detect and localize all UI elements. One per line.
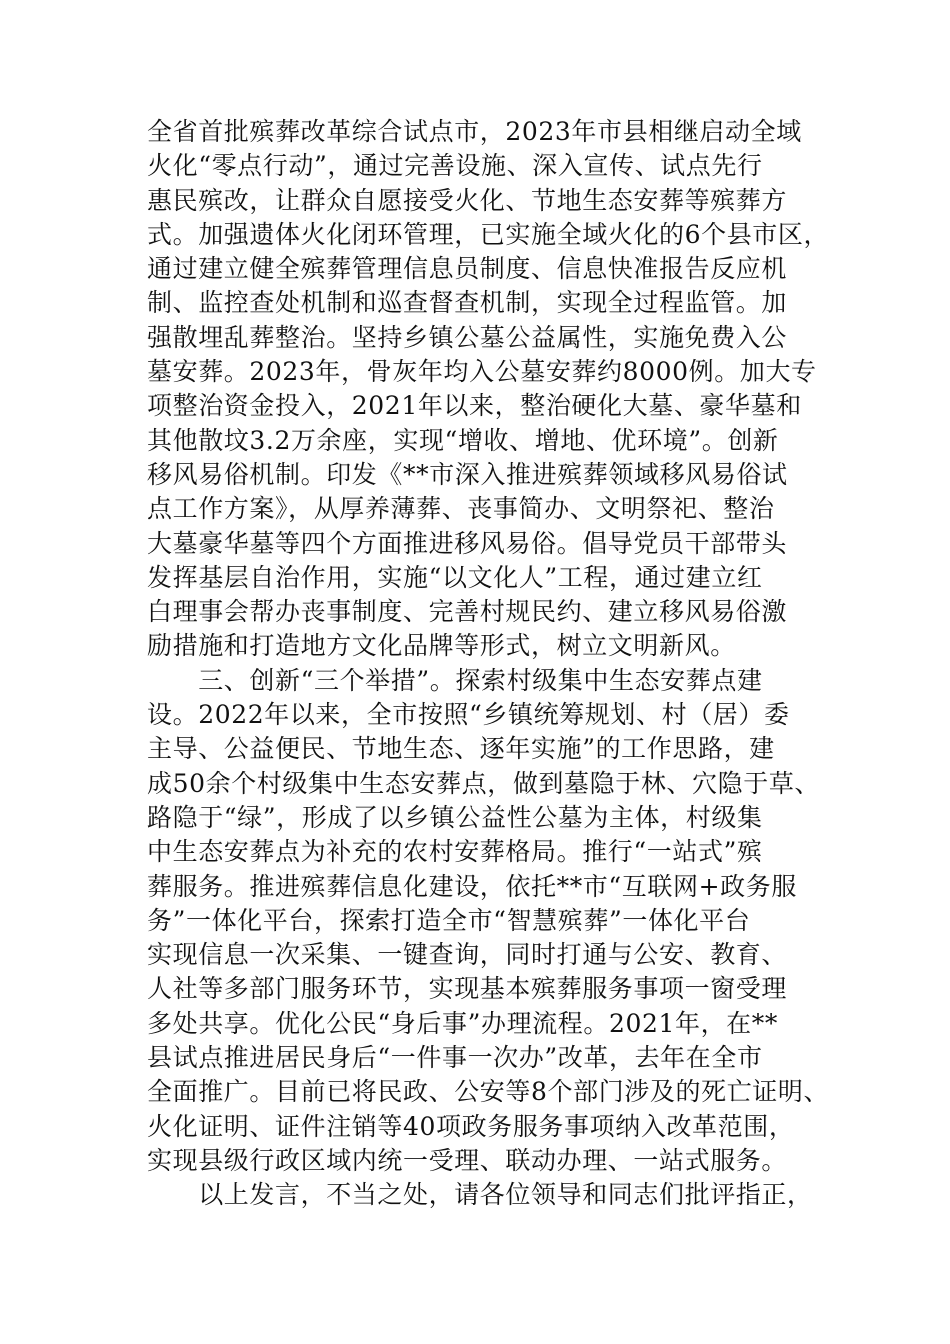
text-line: 项整治资金投入，2021年以来，整治硬化大墓、豪华墓和 xyxy=(147,391,802,421)
text-line: 惠民殡改，让群众自愿接受火化、节地生态安葬等殡葬方 xyxy=(147,185,788,215)
text-line: 墓安葬。2023年，骨灰年均入公墓安葬约8000例。加大专 xyxy=(147,357,817,387)
text-line: 移风易俗机制。印发《**市深入推进殡葬领域移风易俗试 xyxy=(147,459,788,489)
text-line: 县试点推进居民身后“一件事一次办”改革，去年在全市 xyxy=(147,1043,763,1073)
text-line: 人社等多部门服务环节，实现基本殡葬服务事项一窗受理 xyxy=(147,974,788,1004)
text-line: 葬服务。推进殡葬信息化建设，依托**市“互联网+政务服 xyxy=(147,871,797,901)
text-line: 通过建立健全殡葬管理信息员制度、信息快准报告反应机 xyxy=(147,254,788,284)
text-line: 其他散坟3.2万余座，实现“增收、增地、优环境”。创新 xyxy=(147,425,779,455)
text-line: 多处共享。优化公民“身后事”办理流程。2021年，在** xyxy=(147,1008,778,1038)
text-line: 成50余个村级集中生态安葬点，做到墓隐于林、穴隐于草、 xyxy=(147,768,821,798)
text-line: 点工作方案》，从厚养薄葬、丧事简办、文明祭祀、整治 xyxy=(147,494,775,524)
text-line: 以上发言，不当之处，请各位领导和同志们批评指正， xyxy=(147,1180,813,1210)
text-line: 全省首批殡葬改革综合试点市，2023年市县相继启动全域 xyxy=(147,117,802,146)
text-line: 设。2022年以来，全市按照“乡镇统筹规划、村（居）委 xyxy=(147,700,790,730)
text-line: 实现县级行政区域内统一受理、联动办理、一站式服务。 xyxy=(147,1145,788,1175)
text-line: 制、监控查处机制和巡查督查机制，实现全过程监管。加 xyxy=(147,288,788,318)
text-line: 发挥基层自治作用，实施“以文化人”工程，通过建立红 xyxy=(147,562,763,592)
text-line: 火化“零点行动”，通过完善设施、深入宣传、试点先行 xyxy=(147,151,763,181)
text-line: 务”一体化平台，探索打造全市“智慧殡葬”一体化平台 xyxy=(147,905,751,935)
text-line: 主导、公益便民、节地生态、逐年实施”的工作思路，建 xyxy=(147,734,775,764)
text-line: 励措施和打造地方文化品牌等形式，树立文明新风。 xyxy=(147,631,736,661)
body-text xyxy=(147,115,830,1213)
text-line: 实现信息一次采集、一键查询，同时打通与公安、教育、 xyxy=(147,940,788,970)
text-line: 白理事会帮办丧事制度、完善村规民约、建立移风易俗激 xyxy=(147,597,788,627)
text-line: 式。加强遗体火化闭环管理，已实施全域火化的6个县市区， xyxy=(147,219,830,249)
text-line: 火化证明、证件注销等40项政务服务事项纳入改革范围， xyxy=(147,1111,795,1141)
text-line: 强散埋乱葬整治。坚持乡镇公墓公益属性，实施免费入公 xyxy=(147,322,788,352)
text-line: 大墓豪华墓等四个方面推进移风易俗。倡导党员干部带头 xyxy=(147,528,788,558)
text-line: 三、创新“三个举措”。探索村级集中生态安葬点建 xyxy=(147,665,763,695)
text-line: 路隐于“绿”，形成了以乡镇公益性公墓为主体，村级集 xyxy=(147,802,763,832)
text-line: 中生态安葬点为补充的农村安葬格局。推行“一站式”殡 xyxy=(147,837,763,867)
text-line: 全面推广。目前已将民政、公安等8个部门涉及的死亡证明、 xyxy=(147,1077,830,1107)
